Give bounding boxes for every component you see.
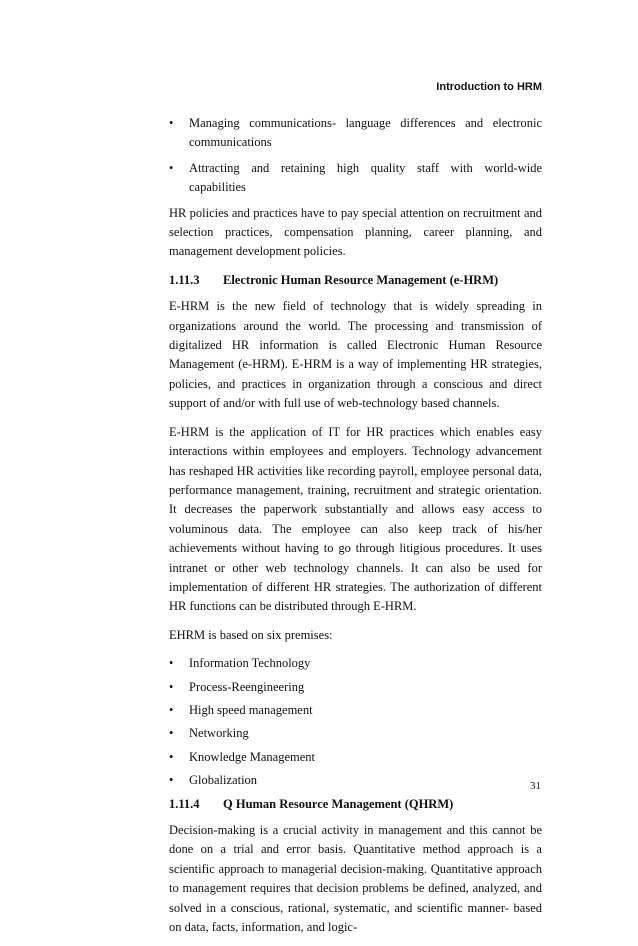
bullet-item: • Globalization xyxy=(169,771,542,790)
bullet-list-challenges xyxy=(169,114,542,198)
bullet-item: • Networking xyxy=(169,724,542,743)
paragraph-hr-policies: HR policies and practices have to pay special attention on recruitment and selection practices, compensation planning, career planning, and management development policies. xyxy=(169,205,542,259)
paragraph-qhrm: Decision-making is a crucial activity in management and this cannot be done on a trial and error basis. Quantitative method approach is a scientific approach to managerial decision-making. Quantitative approach to management requires that decision problems be defined, analyzed, and solved in a conscious, rational, systematic, and scientific manner- based on data, facts, information, and logic- xyxy=(169,823,542,935)
section-title: Electronic Human Resource Management (e-HRM) xyxy=(223,272,499,287)
page-content xyxy=(169,114,542,946)
bullet-item: • Process-Reengineering xyxy=(169,678,542,697)
page-number: 31 xyxy=(530,780,541,792)
paragraph-ehrm-premises-intro: EHRM is based on six premises: xyxy=(169,627,333,642)
section-number: 1.11.3 xyxy=(169,272,200,287)
section-title: Q Human Resource Management (QHRM) xyxy=(223,796,454,811)
bullet-item: • High speed management xyxy=(169,701,542,720)
bullet-list-premises xyxy=(169,654,542,790)
bullet-item: • Attracting and retaining high quality staff with world-wide capabilities xyxy=(169,159,542,198)
bullet-item: • Managing communications- language differences and electronic communications xyxy=(169,114,542,153)
bullet-item: • Knowledge Management xyxy=(169,748,542,767)
paragraph-ehrm-application: E-HRM is the application of IT for HR practices which enables easy interactions within employees and employers. Technology advancement has reshaped HR activities like recording payroll, employee personal data, performance management, training, recruitment and strategic orientation. It decreases the paperwork substantially and allows easy access to voluminous data. The employee can also keep track of his/her achievements without having to go through litigious procedures. It uses intranet or other web technology channels. It can also be used for implementation of different HR strategies. The authorization of different HR functions can be distributed through E-HRM. xyxy=(169,424,542,614)
section-number: 1.11.4 xyxy=(169,796,200,811)
section-heading-1113 xyxy=(169,271,542,290)
running-header: Introduction to HRM xyxy=(436,81,542,93)
paragraph-ehrm-definition: E-HRM is the new field of technology that is widely spreading in organizations around the world. The processing and transmission of digitalized HR information is called Electronic Human Resource Management (e-HRM). E-HRM is a way of implementing HR strategies, policies, and practices in organization through a conscious and direct support of and/or with full use of web-technology based channels. xyxy=(169,299,542,411)
section-heading-1114 xyxy=(169,795,542,814)
bullet-item: • Information Technology xyxy=(169,654,542,673)
